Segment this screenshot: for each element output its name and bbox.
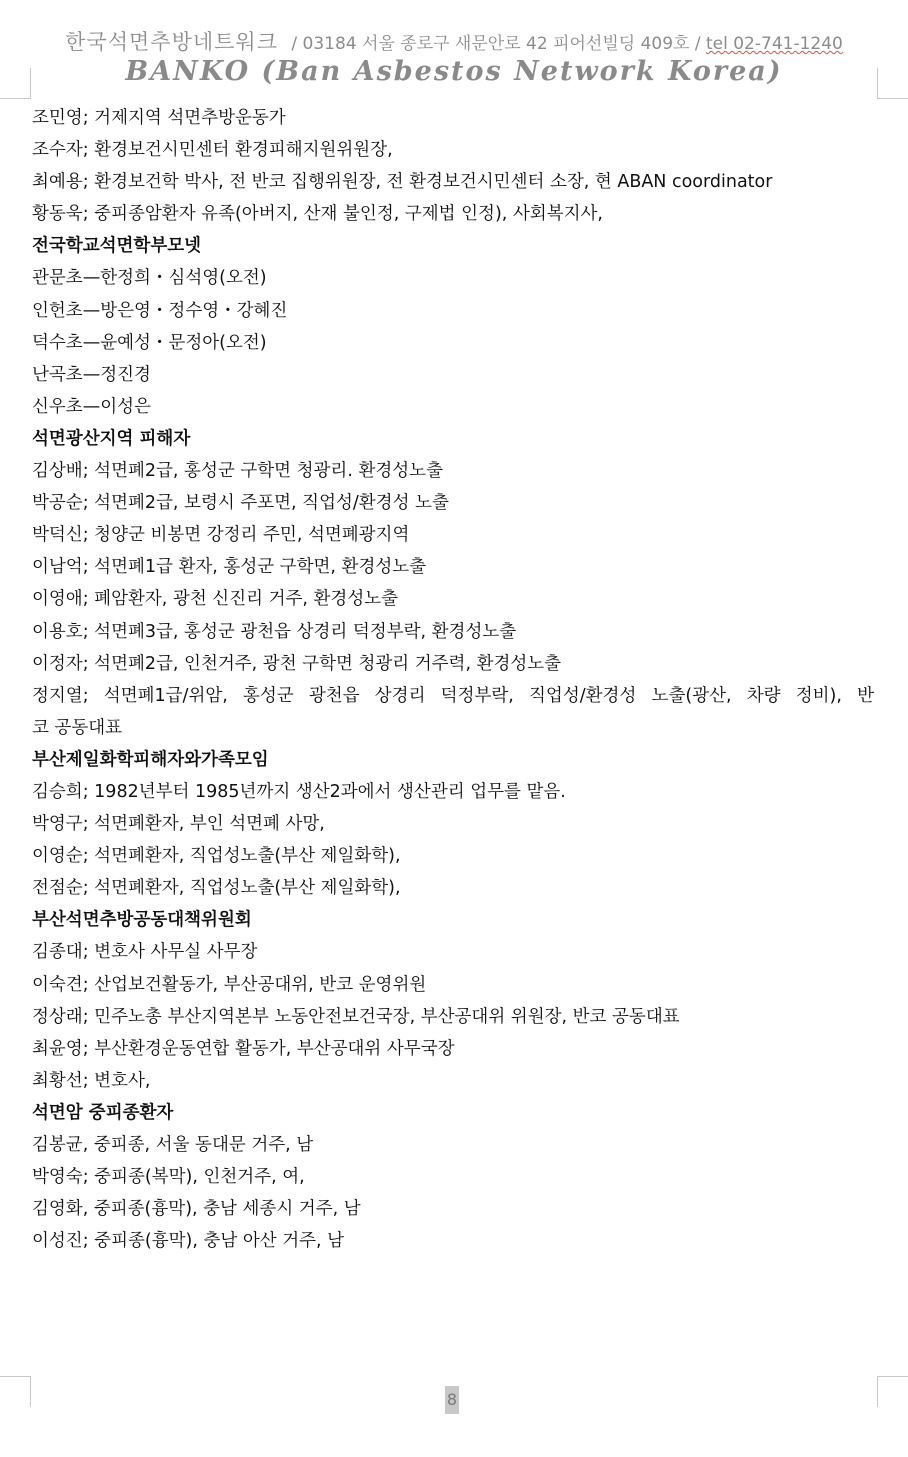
text-line: 이정자; 석면폐2급, 인천거주, 광천 구학면 청광리 거주력, 환경성노출 xyxy=(32,653,562,674)
text-line: 김상배; 석면폐2급, 홍성군 구학면 청광리. 환경성노출 xyxy=(32,461,443,482)
text-line: 정상래; 민주노총 부산지역본부 노동안전보건국장, 부산공대위 위원장, 반코 공동대표 xyxy=(32,1006,680,1027)
text-line: 김종대; 변호사 사무실 사무장 xyxy=(32,942,258,963)
text-line: 관문초—한정희・심석영(오전) xyxy=(32,268,267,289)
text-line: 박영구; 석면폐환자, 부인 석면폐 사망, xyxy=(32,814,325,835)
text-line: 이영순; 석면폐환자, 직업성노출(부산 제일화학), xyxy=(32,846,401,867)
text-line: 이영애; 폐암환자, 광천 신진리 거주, 환경성노출 xyxy=(32,589,399,610)
org-address: / 03184 서울 종로구 새문안로 42 피어선빌딩 409호 / xyxy=(286,34,706,54)
crop-mark-bottom-right xyxy=(877,1376,908,1407)
text-line: 황동욱; 중피종암환자 유족(아버지, 산재 불인정, 구제법 인정), 사회복지사, xyxy=(32,204,603,225)
section-heading: 석면암 중피종환자 xyxy=(32,1102,174,1123)
section-heading: 전국학교석면학부모넷 xyxy=(32,236,202,257)
org-name: 한국석면추방네트워크 xyxy=(65,30,278,54)
section-heading: 부산제일화학피해자와가족모임 xyxy=(32,749,269,770)
text-line: 덕수초—윤예성・문정아(오전) xyxy=(32,332,267,353)
text-line: 신우초—이성은 xyxy=(32,396,151,417)
text-line: 박공순; 석면폐2급, 보령시 주포면, 직업성/환경성 노출 xyxy=(32,493,449,514)
page-number: 8 xyxy=(445,1386,459,1414)
crop-mark-top-right xyxy=(877,68,908,99)
text-line: 조민영; 거제지역 석면추방운동가 xyxy=(32,108,286,128)
document-body xyxy=(32,102,874,1257)
text-line: 정지열; 석면폐1급/위암, 홍성군 광천읍 상경리 덕정부락, 직업성/환경성 노출(광산, 차량 정비), 반 xyxy=(32,685,874,706)
text-line: 이숙견; 산업보건활동가, 부산공대위, 반코 운영위원 xyxy=(32,974,427,995)
text-line: 이남억; 석면폐1급 환자, 홍성군 구학면, 환경성노출 xyxy=(32,557,427,578)
org-tel: tel 02-741-1240 xyxy=(705,34,843,54)
text-line: 코 공동대표 xyxy=(32,717,123,738)
text-line: 난곡초—정진경 xyxy=(32,364,151,385)
text-line: 김승희; 1982년부터 1985년까지 생산2과에서 생산관리 업무를 맡음. xyxy=(32,781,566,802)
letterhead-org-line xyxy=(0,26,908,56)
banko-title: BANKO (Ban Asbestos Network Korea) xyxy=(125,56,783,87)
text-line: 이성진; 중피종(흉막), 충남 아산 거주, 남 xyxy=(32,1231,345,1252)
text-line: 최윤영; 부산환경운동연합 활동가, 부산공대위 사무국장 xyxy=(32,1038,455,1059)
crop-mark-top-left xyxy=(0,68,31,99)
section-heading: 석면광산지역 피해자 xyxy=(32,428,191,449)
text-line: 박영숙; 중피종(복막), 인천거주, 여, xyxy=(32,1167,305,1188)
text-line: 최황선; 변호사, xyxy=(32,1070,151,1091)
text-line: 박덕신; 청양군 비봉면 강정리 주민, 석면폐광지역 xyxy=(32,525,410,546)
text-line: 최예용; 환경보건학 박사, 전 반코 집행위원장, 전 환경보건시민센터 소장, 현 ABAN coordinator xyxy=(32,172,773,193)
section-heading: 부산석면추방공동대책위원회 xyxy=(32,910,252,931)
text-line: 김영화, 중피종(흉막), 충남 세종시 거주, 남 xyxy=(32,1199,361,1220)
text-line: 조수자; 환경보건시민센터 환경피해지원위원장, xyxy=(32,140,393,161)
text-line: 인헌초—방은영・정수영・강혜진 xyxy=(32,300,288,321)
text-line: 이용호; 석면폐3급, 홍성군 광천읍 상경리 덕정부락, 환경성노출 xyxy=(32,621,517,642)
crop-mark-bottom-left xyxy=(0,1376,31,1407)
text-line: 전점순; 석면폐환자, 직업성노출(부산 제일화학), xyxy=(32,878,401,899)
text-line: 김봉균, 중피종, 서울 동대문 거주, 남 xyxy=(32,1135,314,1155)
